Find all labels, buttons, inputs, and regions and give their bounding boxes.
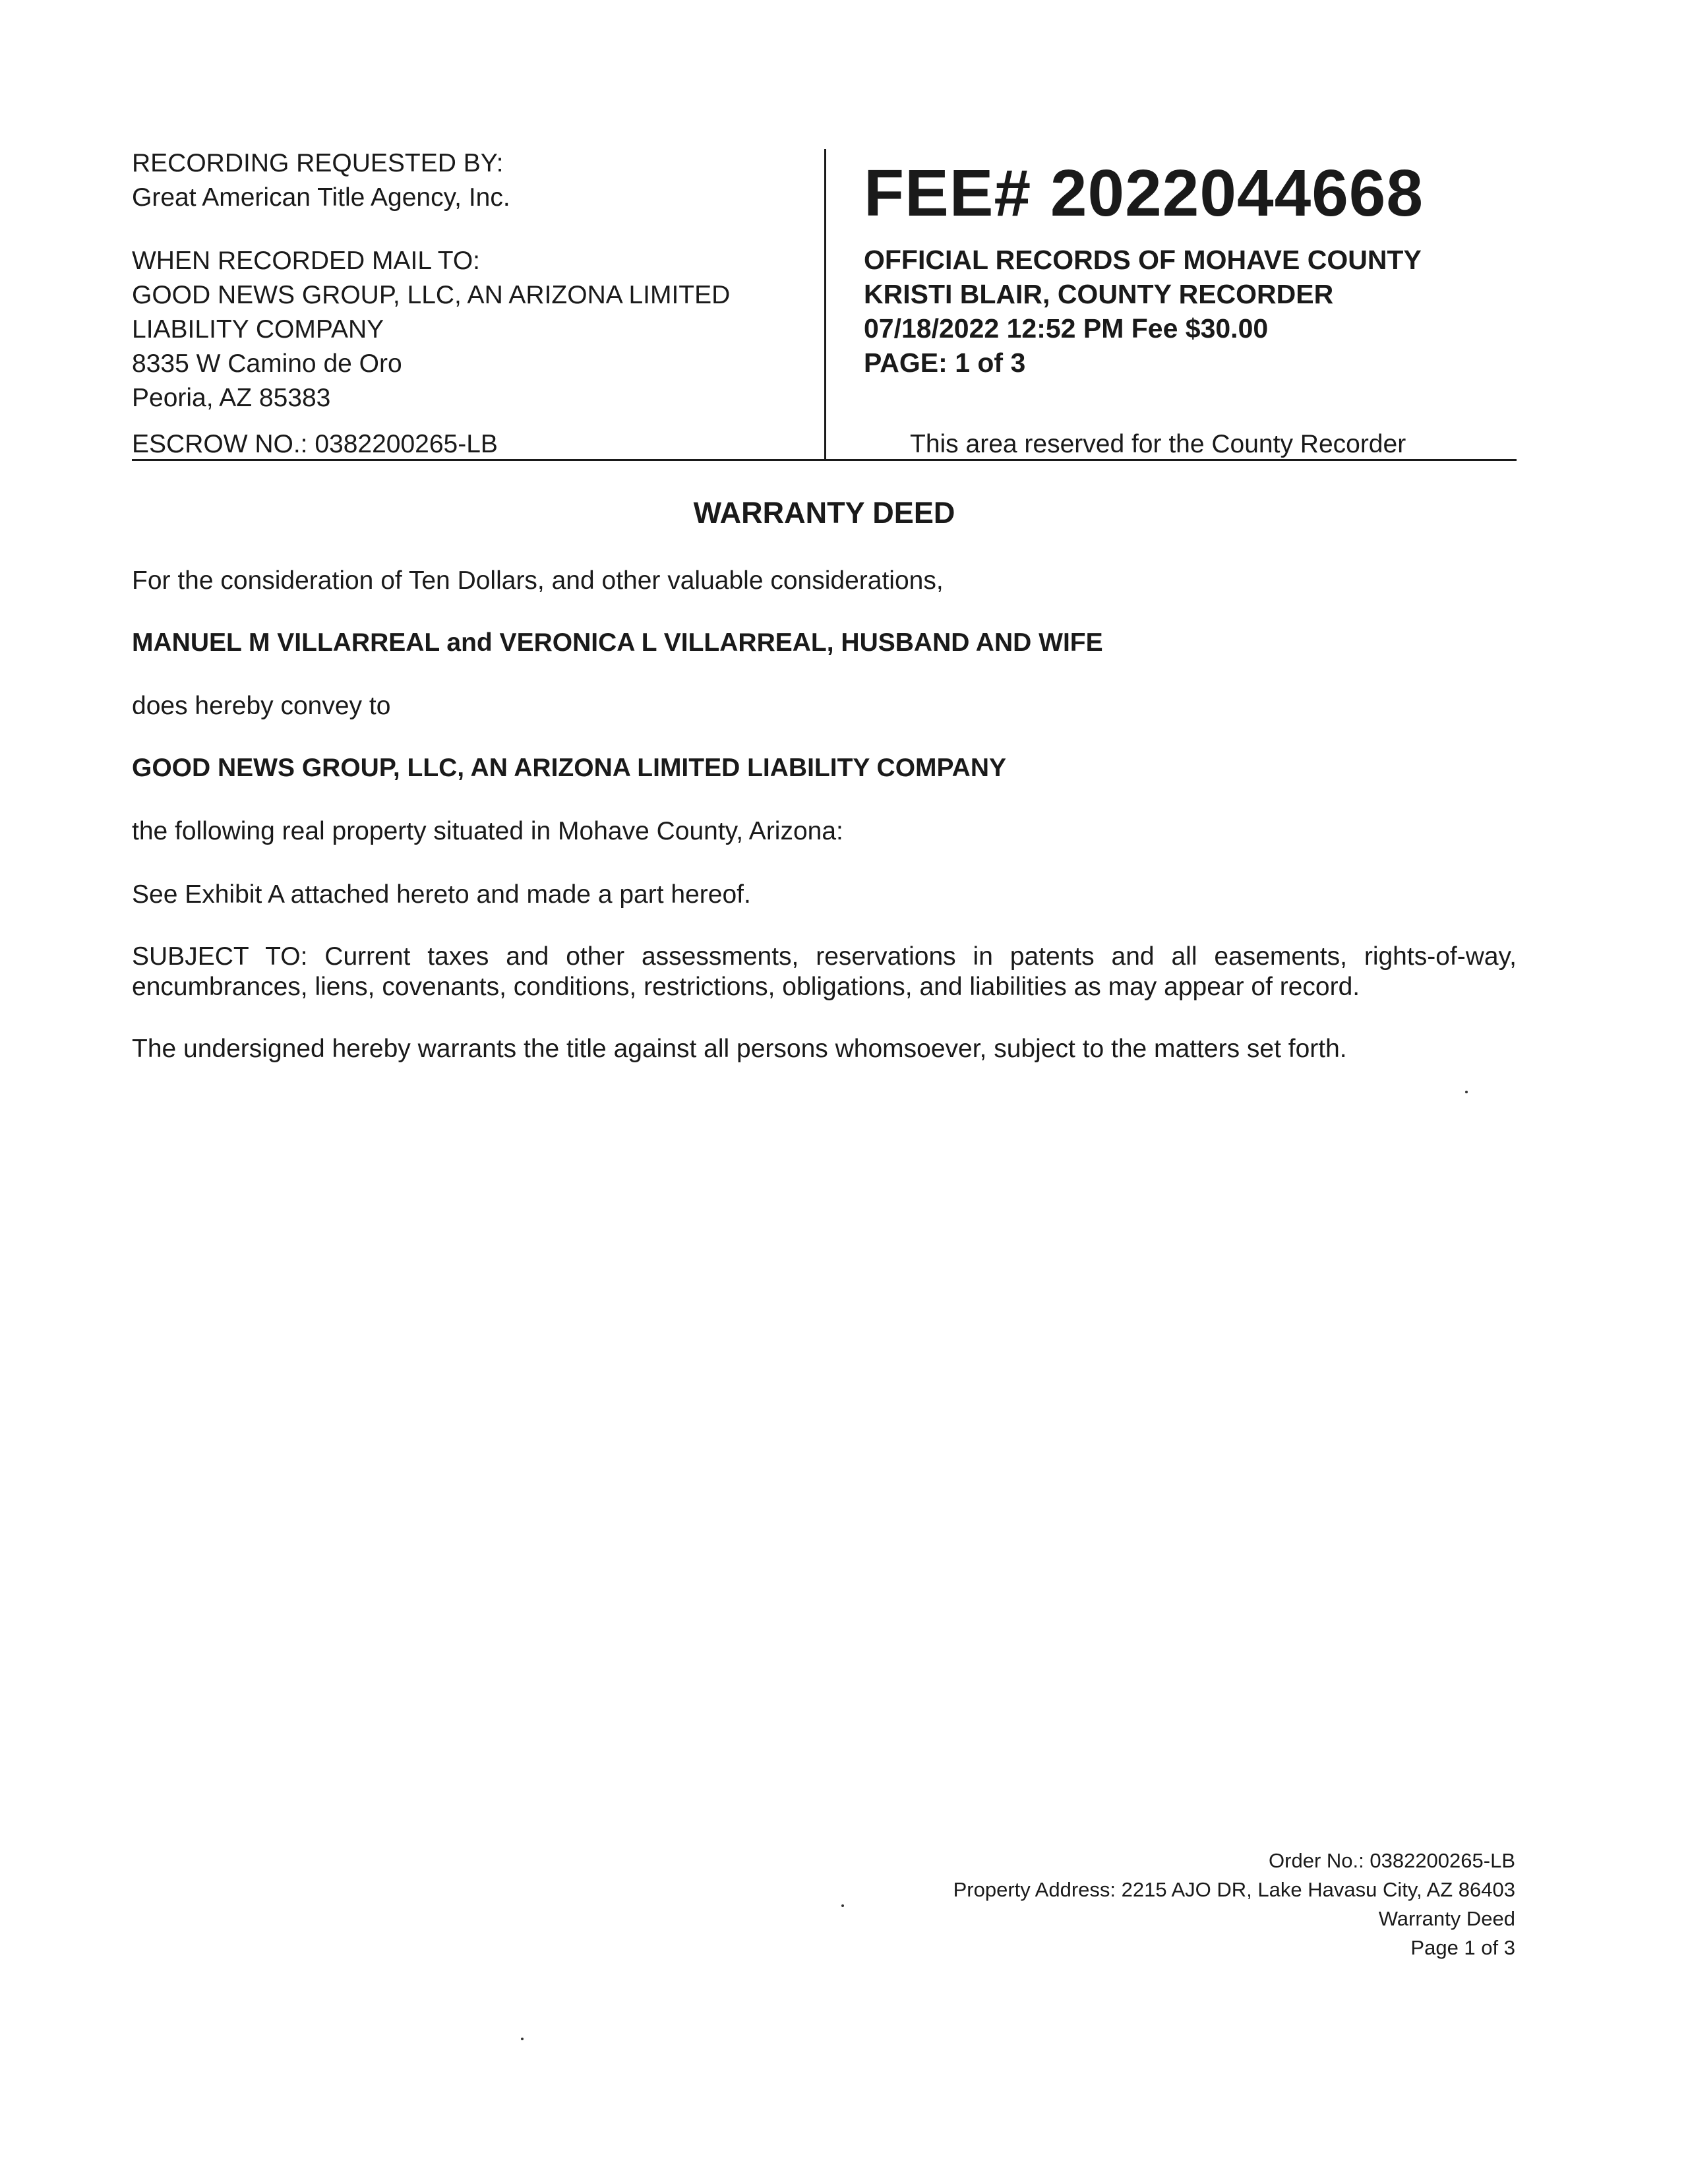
mail-to-city: Peoria, AZ 85383 <box>132 384 331 412</box>
page-footer <box>953 1846 1515 1962</box>
property-situated-paragraph: the following real property situated in Mohave County, Arizona: <box>132 817 843 845</box>
footer-order-number: Order No.: 0382200265-LB <box>1269 1849 1515 1872</box>
recorder-timestamp-fee: 07/18/2022 12:52 PM Fee $30.00 <box>864 313 1269 344</box>
footer-page-number: Page 1 of 3 <box>1410 1936 1515 1959</box>
document-title: WARRANTY DEED <box>693 496 955 530</box>
scan-speck <box>1465 1091 1468 1093</box>
recorder-name: KRISTI BLAIR, COUNTY RECORDER <box>864 279 1334 309</box>
grantee: GOOD NEWS GROUP, LLC, AN ARIZONA LIMITED LIABILITY COMPANY <box>132 754 1006 782</box>
recorder-official-records: OFFICIAL RECORDS OF MOHAVE COUNTY <box>864 245 1422 275</box>
recording-info-block <box>132 146 804 415</box>
subject-to-paragraph: SUBJECT TO: Current taxes and other assessments, reservations in patents and all easements, rights-of-way, encumbrances, liens, covenants, conditions, restrictions, obligations, and liabilities as may appear of record. <box>132 942 1517 1001</box>
scan-speck <box>521 2038 524 2040</box>
exhibit-paragraph: See Exhibit A attached hereto and made a part hereof. <box>132 880 751 909</box>
mail-to-name-line1: GOOD NEWS GROUP, LLC, AN ARIZONA LIMITED <box>132 281 731 309</box>
mail-to-street: 8335 W Camino de Oro <box>132 349 402 378</box>
recorder-page-count: PAGE: 1 of 3 <box>864 348 1026 378</box>
warranty-paragraph: The undersigned hereby warrants the title against all persons whomsoever, subject to the matters set forth. <box>132 1035 1347 1063</box>
scan-speck <box>841 1904 844 1907</box>
mail-to-name-line2: LIABILITY COMPANY <box>132 315 384 344</box>
header-divider-vertical <box>824 149 826 459</box>
escrow-number: ESCROW NO.: 0382200265-LB <box>132 430 498 458</box>
fee-number: FEE# 2022044668 <box>864 156 1424 230</box>
consideration-paragraph: For the consideration of Ten Dollars, and other valuable considerations, <box>132 566 944 595</box>
recorder-stamp <box>864 157 1497 380</box>
footer-property-address: Property Address: 2215 AJO DR, Lake Havasu City, AZ 86403 <box>953 1878 1515 1901</box>
recorder-reserved-note: This area reserved for the County Recorder <box>910 430 1406 458</box>
convey-paragraph: does hereby convey to <box>132 692 391 720</box>
recording-requested-label: RECORDING REQUESTED BY: <box>132 149 504 177</box>
mail-to-label: WHEN RECORDED MAIL TO: <box>132 247 481 275</box>
footer-document-type: Warranty Deed <box>1378 1907 1515 1930</box>
grantors: MANUEL M VILLARREAL and VERONICA L VILLARREAL, HUSBAND AND WIFE <box>132 628 1103 657</box>
recording-requested-by: Great American Title Agency, Inc. <box>132 183 510 212</box>
